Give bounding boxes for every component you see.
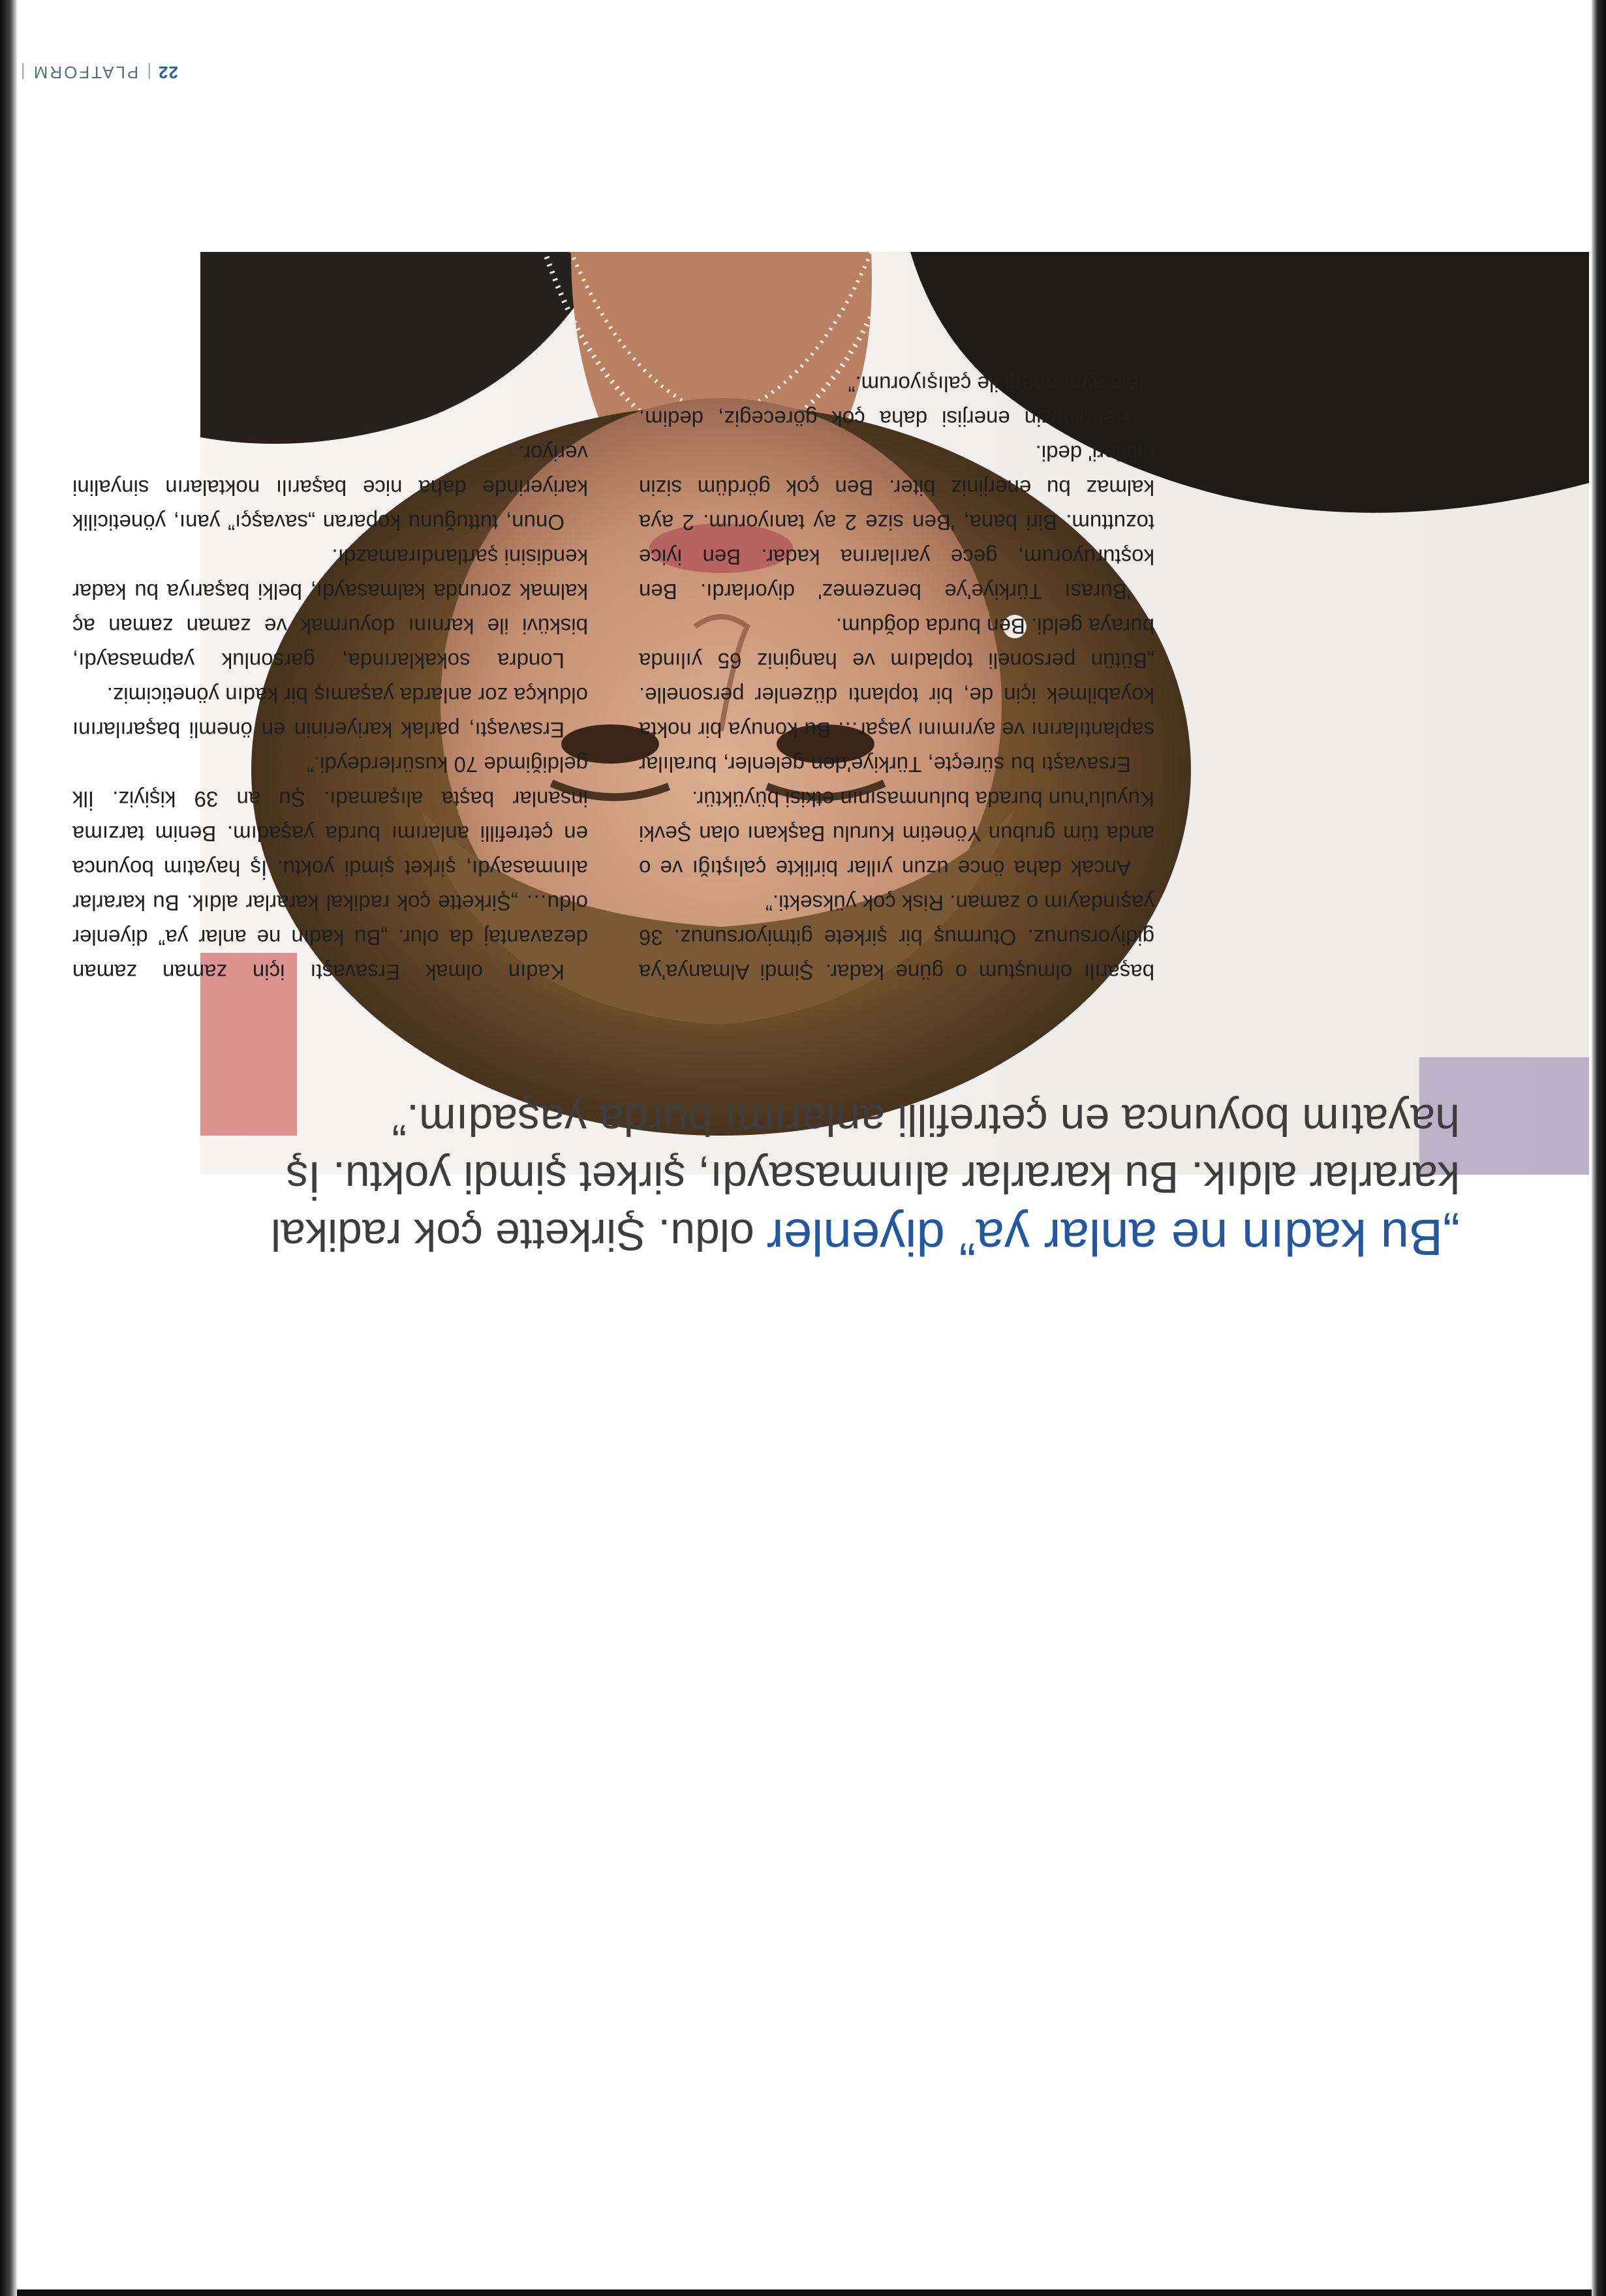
paragraph: Londra sokaklarında, garsonluk yapmasaydı, bisküvi ile karnını doyurmak ve zaman zaman aç kalmak zorunda kalmasaydı, belki başarıya bu kadar kendisini şartlandıramazdı. <box>72 545 588 673</box>
page-folio <box>0 62 178 82</box>
paragraph: Ersavaştı, parlak kariyerinin en önemli başarılarını oldukça zor anlarda yaşamış bir kadın yöneticimiz. <box>72 683 588 742</box>
body-column-right <box>72 436 588 989</box>
headline-accent <box>767 1209 1460 1266</box>
paragraph: başarılı olmuştum o güne kadar. Şimdi Almanya'ya gidiyorsunuz. Oturmuş bir şirkete gitmiyorsunuz. 36 yaşındayım o zaman. Risk çok yüksekti.” <box>639 891 1154 984</box>
body-column-left <box>639 367 1154 989</box>
page-number: 22 <box>158 63 178 82</box>
scanner-edge-top <box>0 2289 1606 2296</box>
paragraph: Ersavaştı bu süreçte, Türkiye'den gelenler, buralılar saplantılarını ve ayrımını yaşar… Bu konuya bir nokta koyabilmek için de, bir toplantı düzenler personelle. „Bütün personeli topladım ve hanginiz 65 yılında buraya geldi. Ben burda doğdum. <box>639 614 1154 777</box>
headline-rest-text: oldu. Şirkette çok radikal kararlar aldık. Bu kararlar alınmasaydı, şirket şimdi yoktu. İş hayatım boyunca en çetrefilli anlarımı burda yaşadım.” <box>271 1095 1460 1260</box>
paragraph: 'Burası Türkiye'ye benzemez' diyorlardı. Ben koşturuyorum, gece yarılarına kadar. Ben iyice tozuttum. Biri bana, 'Ben size 2 ay tanıyorum. 2 aya kalmaz bu enerjiniz biter. Ben çok gördüm sizin gibileri' dedi. <box>639 441 1154 604</box>
pull-quote-headline <box>207 1091 1460 1266</box>
publication-name: PLATFORM <box>31 63 139 82</box>
paragraph: Onun, tuttuğunu koparan „savaşçı” yanı, yöneticilik kariyerinde daha nice başarılı noktaların sinyalini veriyor. <box>72 441 588 535</box>
headline-accent-text: Bu kadın ne anlar ya” diyenler <box>766 1209 1444 1266</box>
scanner-edge-right <box>0 0 17 2296</box>
paragraph: Ancak daha önce uzun yıllar birlikte çalıştığı ve o anda tüm grubun Yönetim Kurulu Başkanı olan Şevki Kuyulu'nun burada bulunmasının etkisi büyüktür. <box>639 787 1154 880</box>
paragraph: Kadın olmak Ersavaştı için zaman zaman dezavantaj da olur. „Bu kadın ne anlar ya” diyenler oldu… „Şirkette çok radikal kararlar aldık. Bu kararlar alınmasaydı, şirket şimdi yoktu. İş hayatım boyunca en çetrefilli anlarımı burda yaşadım. Benim tarzıma insanlar başta alışamadı. Şu an 39 kişiyiz. İlk geldiğimde 70 kusürlerdeydi.” <box>72 752 588 984</box>
folio-separator: | <box>145 63 152 82</box>
folio-separator: | <box>18 63 25 82</box>
paragraph: Hangimizin enerjisi daha çok görecegiz, dedim. Hala aynı enerji ile çalışıyorum.” <box>639 372 1154 431</box>
headline-open-quote: „ <box>1443 1209 1460 1266</box>
scanner-edge-left <box>1592 0 1606 2296</box>
